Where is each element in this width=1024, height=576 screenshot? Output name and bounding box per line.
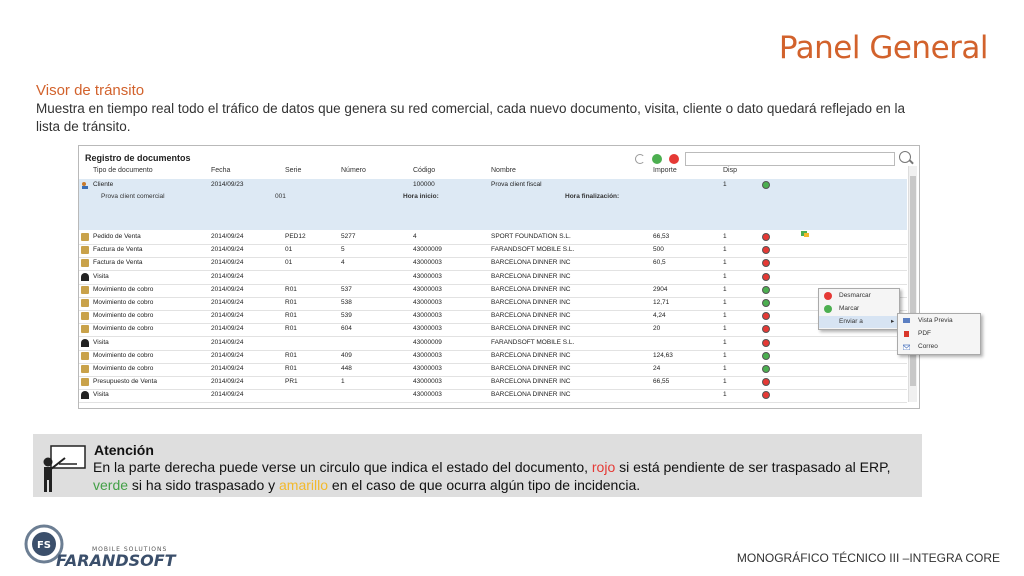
col-fecha[interactable]: Fecha (211, 167, 231, 174)
cell-nombre: Prova client fiscal (491, 181, 542, 188)
submenu-item-pdf[interactable]: PDF (898, 328, 980, 340)
cell-disp: 1 (723, 325, 727, 333)
menu-item-enviar[interactable]: Enviar a ▸ (819, 316, 899, 328)
table-row-selected[interactable] (79, 179, 907, 193)
documents-panel (78, 145, 920, 409)
cell-codigo: 100000 (413, 181, 435, 188)
cell-tipo: Movimiento de cobro (93, 285, 154, 293)
cell-fecha: 2014/09/24 (211, 259, 244, 267)
cell-fecha: 2014/09/24 (211, 365, 244, 372)
cell-fecha: 2014/09/24 (211, 325, 244, 333)
cell-serie: 01 (285, 259, 293, 267)
cell-fecha: 2014/09/24 (211, 391, 244, 399)
cell-nombre: FARANDSOFT MOBILE S.L. (491, 338, 575, 346)
table-row[interactable] (79, 363, 907, 377)
cell-serie: R01 (285, 312, 297, 320)
search-icon[interactable] (899, 151, 911, 163)
cell-numero: 448 (341, 365, 352, 372)
document-type-icon (81, 312, 89, 320)
slide-title: Panel General (778, 30, 988, 66)
cell-codigo: 43000003 (413, 351, 442, 359)
col-numero[interactable]: Número (341, 167, 366, 174)
status-dot (762, 273, 770, 281)
cell-importe: 500 (653, 246, 664, 254)
refresh-icon[interactable] (635, 154, 645, 164)
cell-fecha: 2014/09/24 (211, 351, 244, 359)
detail-start-label: Hora inicio: (403, 193, 439, 200)
cell-tipo: Visita (93, 391, 109, 399)
cell-codigo: 43000003 (413, 312, 442, 320)
cell-tipo: Visita (93, 272, 109, 280)
table-row[interactable] (79, 350, 907, 364)
col-importe[interactable]: Importe (653, 167, 677, 174)
cell-nombre: BARCELONA DINNER INC (491, 259, 571, 267)
cell-importe: 24 (653, 365, 661, 372)
context-menu (818, 288, 900, 330)
cell-codigo: 43000003 (413, 391, 442, 399)
cell-nombre: BARCELONA DINNER INC (491, 272, 571, 280)
cell-numero: 409 (341, 351, 352, 359)
col-tipo[interactable]: Tipo de documento (93, 167, 153, 174)
cell-numero: 5 (341, 246, 345, 254)
status-dot (762, 365, 770, 373)
cell-fecha: 2014/09/24 (211, 299, 244, 306)
cell-nombre: BARCELONA DINNER INC (491, 312, 571, 320)
row-partial (79, 399, 907, 405)
table-row[interactable] (79, 323, 907, 337)
search-input[interactable] (685, 152, 895, 166)
cell-nombre: BARCELONA DINNER INC (491, 378, 571, 386)
document-type-icon (81, 273, 89, 281)
status-dot (762, 259, 770, 267)
table-row[interactable] (79, 244, 907, 258)
cell-tipo: Factura de Venta (93, 246, 143, 254)
attention-text-part: si ha sido traspasado y (128, 477, 280, 493)
table-header (79, 167, 907, 179)
cell-codigo: 43000009 (413, 338, 442, 346)
col-nombre[interactable]: Nombre (491, 167, 516, 174)
cell-numero: 5277 (341, 233, 356, 240)
table-row[interactable] (79, 310, 907, 324)
attention-green-word: verde (93, 477, 129, 493)
cell-fecha: 2014/09/24 (211, 272, 244, 280)
pdf-icon (903, 331, 910, 337)
submenu-item-correo[interactable]: Correo (898, 341, 980, 353)
logo-tagline: MOBILE SOLUTIONS (92, 546, 168, 553)
attention-text-part: en el caso de que ocurra algún tipo de incidencia. (328, 477, 641, 493)
status-dot (762, 339, 770, 347)
detail-end-label: Hora finalización: (565, 193, 620, 200)
cell-nombre: BARCELONA DINNER INC (491, 391, 571, 399)
logo-mark: FS (36, 540, 52, 551)
status-dot (762, 352, 770, 360)
cell-numero: 538 (341, 299, 352, 306)
document-type-icon (81, 246, 89, 254)
cell-nombre: BARCELONA DINNER INC (491, 325, 571, 333)
cell-importe: 2904 (653, 285, 668, 293)
attention-text-part: En la parte derecha puede verse un circulo que indica el estado del documento, (93, 459, 592, 475)
cell-importe: 12,71 (653, 299, 670, 306)
cell-serie: R01 (285, 299, 297, 306)
cell-serie: PR1 (285, 378, 298, 386)
cell-fecha: 2014/09/23 (211, 181, 244, 188)
cell-codigo: 43000009 (413, 246, 442, 254)
cell-codigo: 4 (413, 233, 417, 240)
cell-serie: PED12 (285, 233, 306, 240)
red-dot-icon (824, 292, 832, 300)
section-subhead: Visor de tránsito (36, 82, 145, 99)
status-dot (762, 286, 770, 294)
table-row[interactable] (79, 376, 907, 390)
scrollbar[interactable] (908, 166, 917, 402)
attention-text-part: si está pendiente de ser traspasado al ERP, (615, 459, 891, 475)
cell-nombre: BARCELONA DINNER INC (491, 299, 571, 306)
detail-name: Prova client comercial (101, 193, 165, 200)
cell-fecha: 2014/09/24 (211, 312, 244, 320)
attention-text (93, 458, 915, 494)
cell-importe: 60,5 (653, 259, 666, 267)
logo-brand: FARANDSOFT (56, 551, 176, 568)
cell-serie: R01 (285, 285, 297, 293)
document-type-icon (81, 352, 89, 360)
attention-yellow-word: amarillo (279, 477, 329, 493)
cell-nombre: BARCELONA DINNER INC (491, 351, 571, 359)
status-dot (762, 233, 770, 241)
green-dot-icon (824, 305, 832, 313)
menu-item-desmarcar[interactable]: Desmarcar (819, 290, 899, 302)
status-dot (762, 378, 770, 386)
detail-code: 001 (275, 193, 286, 200)
cell-nombre: BARCELONA DINNER INC (491, 365, 571, 372)
cell-numero: 539 (341, 312, 352, 320)
document-type-icon (81, 233, 89, 241)
table-row[interactable] (79, 271, 907, 285)
table-row[interactable] (79, 257, 907, 271)
attention-red-word: rojo (591, 459, 616, 475)
cell-codigo: 43000003 (413, 299, 442, 306)
status-dot (762, 312, 770, 320)
document-type-icon (81, 365, 89, 373)
cell-serie: R01 (285, 351, 297, 359)
submenu-item-vista-previa[interactable]: Vista Previa (898, 315, 980, 327)
cell-numero: 604 (341, 325, 352, 333)
cell-nombre: BARCELONA DINNER INC (491, 285, 571, 293)
status-dot (762, 325, 770, 333)
cell-fecha: 2014/09/24 (211, 233, 244, 240)
status-dot (762, 246, 770, 254)
cell-importe: 20 (653, 325, 661, 333)
document-type-icon (81, 259, 89, 267)
farandsoft-logo (22, 522, 222, 568)
red-filter-icon[interactable] (669, 154, 679, 164)
cell-codigo: 43000003 (413, 378, 442, 386)
cell-codigo: 43000003 (413, 259, 442, 267)
cell-tipo: Presupuesto de Venta (93, 378, 157, 386)
cell-tipo: Movimiento de cobro (93, 312, 154, 320)
status-dot (762, 181, 770, 189)
cell-importe: 66,55 (653, 378, 670, 386)
green-filter-icon[interactable] (652, 154, 662, 164)
table-row[interactable] (79, 231, 907, 245)
cell-nombre: SPORT FOUNDATION S.L. (491, 233, 571, 240)
cell-codigo: 43000003 (413, 285, 442, 293)
cell-tipo: Visita (93, 338, 109, 346)
cell-disp: 1 (723, 272, 727, 280)
cell-tipo: Pedido de Venta (93, 233, 141, 240)
cell-importe: 66,53 (653, 233, 670, 240)
cell-disp: 1 (723, 312, 727, 320)
mail-icon (903, 344, 910, 350)
cell-disp: 1 (723, 391, 727, 399)
status-dot (762, 299, 770, 307)
cell-fecha: 2014/09/24 (211, 338, 244, 346)
cell-tipo: Factura de Venta (93, 259, 143, 267)
cell-serie: 01 (285, 246, 293, 254)
cell-serie: R01 (285, 365, 297, 372)
document-type-icon (81, 299, 89, 307)
table-row[interactable] (79, 297, 907, 311)
cell-numero: 4 (341, 259, 345, 267)
table-row[interactable] (79, 284, 907, 298)
cell-numero: 537 (341, 285, 352, 293)
cell-serie: R01 (285, 325, 297, 333)
document-type-icon (81, 325, 89, 333)
document-type-icon (81, 339, 89, 347)
cell-tipo: Movimiento de cobro (93, 351, 154, 359)
cell-importe: 124,63 (653, 351, 673, 359)
attention-box (33, 434, 922, 497)
cell-disp: 1 (723, 351, 727, 359)
cell-importe: 4,24 (653, 312, 666, 320)
cell-fecha: 2014/09/24 (211, 285, 244, 293)
col-codigo[interactable]: Código (413, 167, 436, 174)
attention-title: Atención (94, 442, 154, 458)
cell-disp: 1 (723, 246, 727, 254)
cell-disp: 1 (723, 378, 727, 386)
cell-disp: 1 (723, 259, 727, 267)
preview-icon (903, 318, 910, 324)
cell-disp: 1 (723, 181, 727, 188)
cell-disp: 1 (723, 285, 727, 293)
col-disp[interactable]: Disp (723, 167, 738, 174)
cell-disp: 1 (723, 365, 727, 372)
table-row[interactable] (79, 337, 907, 351)
cell-codigo: 43000003 (413, 365, 442, 372)
document-type-icon (81, 286, 89, 294)
cell-tipo: Cliente (93, 181, 114, 188)
client-icon (81, 181, 89, 189)
col-serie[interactable]: Serie (285, 167, 302, 174)
cell-tipo: Movimiento de cobro (93, 325, 154, 333)
cell-disp: 1 (723, 299, 727, 306)
cell-codigo: 43000003 (413, 325, 442, 333)
cell-nombre: FARANDSOFT MOBILE S.L. (491, 246, 575, 254)
document-type-icon (81, 378, 89, 386)
section-description: Muestra en tiempo real todo el tráfico de datos que genera su red comercial, cada nuevo documento, visita, cliente o dato quedará reflejado en la lista de tránsito. (36, 101, 906, 134)
cell-tipo: Movimiento de cobro (93, 299, 154, 306)
menu-item-marcar[interactable]: Marcar (819, 303, 899, 315)
cell-fecha: 2014/09/24 (211, 378, 244, 386)
cell-tipo: Movimiento de cobro (93, 365, 154, 372)
row-detail (79, 192, 907, 230)
cell-codigo: 43000003 (413, 272, 442, 280)
panel-title: Registro de documentos (85, 153, 191, 163)
submenu (897, 313, 981, 355)
teacher-icon (41, 444, 87, 494)
footer-text: MONOGRÁFICO TÉCNICO III –INTEGRA CORE (736, 551, 1000, 565)
cell-numero: 1 (341, 378, 345, 386)
cell-fecha: 2014/09/24 (211, 246, 244, 254)
cell-disp: 1 (723, 338, 727, 346)
flag-icon (800, 229, 810, 239)
cell-disp: 1 (723, 233, 727, 240)
submenu-arrow-icon: ▸ (891, 318, 895, 325)
